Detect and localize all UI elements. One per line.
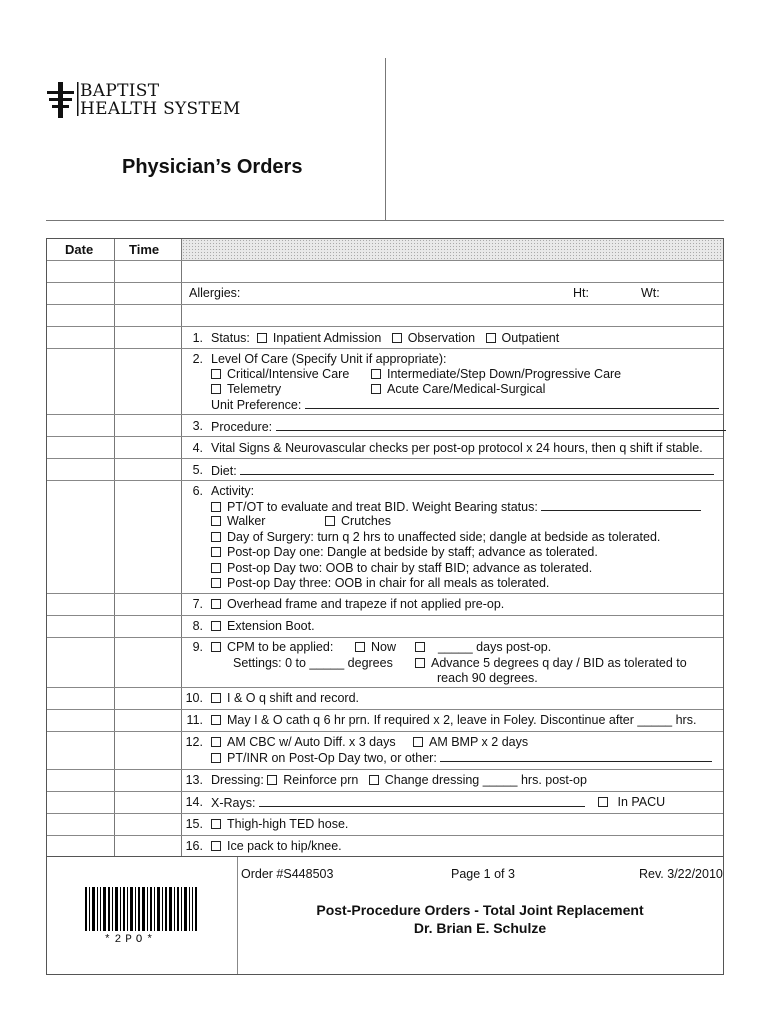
walker-label: Walker: [227, 514, 266, 528]
unit-preference-row: [211, 397, 719, 413]
cpm-advance-checkbox[interactable]: [415, 658, 425, 668]
orders-table: [46, 238, 724, 857]
status-label: Status:: [211, 331, 250, 345]
procedure-row: [211, 419, 726, 435]
order-number: 12.: [185, 735, 203, 749]
order-number: 15.: [185, 817, 203, 831]
telemetry-label: Telemetry: [227, 382, 282, 396]
outpatient-label: Outpatient: [501, 331, 560, 345]
acute-care-checkbox[interactable]: [371, 384, 381, 394]
xrays-label: X-Rays:: [211, 796, 256, 810]
activity-label: Activity:: [211, 484, 255, 498]
io-cath-option: [211, 713, 696, 728]
cpm-advance-option: [415, 656, 687, 671]
acute-care-option: [371, 382, 545, 397]
logo-line1: BAPTIST: [80, 81, 160, 101]
cpm-now-option: [355, 640, 396, 655]
order-number: 8.: [192, 619, 203, 633]
day-of-surgery-label: Day of Surgery: turn q 2 hrs to unaffected side; dangle at bedside as tolerated.: [227, 530, 661, 544]
postop-day-one-option: [211, 545, 598, 560]
order-number: 16.: [185, 839, 203, 853]
diet-row: [211, 463, 714, 479]
table-row: [47, 283, 723, 305]
footer-divider: [237, 857, 238, 974]
pacu-label: In PACU: [617, 795, 666, 809]
intermediate-label: Intermediate/Step Down/Progressive Care: [387, 367, 622, 381]
postop-day-three-checkbox[interactable]: [211, 578, 221, 588]
order-number: 4.: [192, 441, 203, 455]
acute-care-label: Acute Care/Medical-Surgical: [387, 382, 546, 396]
order-number: 11.: [186, 713, 203, 727]
table-row: [47, 814, 723, 836]
observation-label: Observation: [407, 331, 476, 345]
crutches-checkbox[interactable]: [325, 516, 335, 526]
change-dressing-label: Change dressing _____ hrs. post-op: [384, 773, 587, 787]
unit-preference-label: Unit Preference:: [211, 398, 302, 412]
reinforce-checkbox[interactable]: [267, 775, 277, 785]
date-header: Date: [65, 242, 94, 257]
overhead-frame-checkbox[interactable]: [211, 599, 221, 609]
table-row: [47, 616, 723, 638]
cpm-days-checkbox[interactable]: [415, 642, 425, 652]
header-divider: [385, 58, 386, 220]
postop-day-one-label: Post-op Day one: Dangle at bedside by staff; advance as tolerated.: [227, 545, 598, 559]
order-number: 2.: [192, 352, 203, 366]
pacu-checkbox[interactable]: [598, 797, 608, 807]
height-label: Ht:: [573, 286, 589, 300]
vital-signs-label: Vital Signs & Neurovascular checks per post-op protocol x 24 hours, then q shift if stable.: [211, 441, 703, 455]
postop-day-two-checkbox[interactable]: [211, 563, 221, 573]
extension-boot-checkbox[interactable]: [211, 621, 221, 631]
cpm-advance-label-2: reach 90 degrees.: [437, 671, 538, 685]
diet-label: Diet:: [211, 464, 237, 478]
cpm-now-checkbox[interactable]: [355, 642, 365, 652]
inpatient-label: Inpatient Admission: [272, 331, 382, 345]
io-checkbox[interactable]: [211, 693, 221, 703]
document-title: Post-Procedure Orders - Total Joint Replacement: [316, 902, 644, 918]
postop-day-three-option: [211, 576, 549, 591]
cpm-option: [211, 640, 333, 655]
intermediate-option: [371, 367, 621, 382]
ptinr-label: PT/INR on Post-Op Day two, or other:: [227, 751, 437, 765]
header-rule: [46, 220, 724, 221]
crutches-label: Crutches: [341, 514, 392, 528]
inpatient-checkbox[interactable]: [257, 333, 267, 343]
ice-pack-option: [211, 839, 342, 854]
cpm-advance-label: Advance 5 degrees q day / BID as tolerated to: [431, 656, 687, 670]
ptinr-option: [211, 750, 712, 766]
dressing-label: Dressing:: [211, 773, 264, 787]
ice-pack-label: Ice pack to hip/knee.: [227, 839, 342, 853]
procedure-field[interactable]: [276, 419, 726, 431]
observation-checkbox[interactable]: [392, 333, 402, 343]
allergies-label: Allergies:: [189, 286, 241, 300]
page-title: Physician’s Orders: [122, 156, 303, 178]
critical-care-option: [211, 367, 349, 382]
level-of-care-label: Level Of Care (Specify Unit if appropriate):: [211, 352, 447, 366]
ted-hose-option: [211, 817, 348, 832]
order-number: 7.: [192, 597, 203, 611]
table-row: [47, 239, 723, 261]
cpm-now-label: Now: [371, 640, 397, 654]
table-row: [47, 305, 723, 327]
io-cath-label: May I & O cath q 6 hr prn. If required x 2, leave in Foley. Discontinue after _____ hrs.: [227, 713, 697, 727]
day-of-surgery-checkbox[interactable]: [211, 532, 221, 542]
weight-label: Wt:: [641, 286, 660, 300]
order-number: 13.: [185, 773, 203, 787]
cpm-checkbox[interactable]: [211, 642, 221, 652]
cbc-option: [211, 735, 396, 750]
cbc-checkbox[interactable]: [211, 737, 221, 747]
ice-pack-checkbox[interactable]: [211, 841, 221, 851]
reinforce-label: Reinforce prn: [283, 773, 359, 787]
crutches-option: [325, 514, 391, 529]
xrays-row: [211, 795, 585, 811]
ptot-option: [211, 499, 701, 515]
table-row: [47, 261, 723, 283]
barcode-icon: [85, 887, 197, 931]
procedure-label: Procedure:: [211, 420, 273, 434]
ptot-label: PT/OT to evaluate and treat BID. Weight Bearing status:: [227, 500, 538, 514]
io-cath-checkbox[interactable]: [211, 715, 221, 725]
telemetry-checkbox[interactable]: [211, 384, 221, 394]
extension-boot-option: [211, 619, 315, 634]
order-number: 10.: [185, 691, 203, 705]
io-option: [211, 691, 359, 706]
intermediate-checkbox[interactable]: [371, 369, 381, 379]
ted-hose-checkbox[interactable]: [211, 819, 221, 829]
ptinr-checkbox[interactable]: [211, 753, 221, 763]
dressing-row: [211, 773, 587, 788]
revision-text: Rev. 3/22/2010: [639, 867, 723, 881]
logo-line2: HEALTH SYSTEM: [80, 99, 241, 119]
bmp-checkbox[interactable]: [413, 737, 423, 747]
telemetry-option: [211, 382, 281, 397]
order-number: 14.: [185, 795, 203, 809]
extension-boot-label: Extension Boot.: [227, 619, 315, 633]
postop-day-three-label: Post-op Day three: OOB in chair for all meals as tolerated.: [227, 576, 550, 590]
postop-day-one-checkbox[interactable]: [211, 547, 221, 557]
critical-care-label: Critical/Intensive Care: [227, 367, 350, 381]
order-number: 1.: [192, 331, 203, 345]
bmp-option: [413, 735, 528, 750]
io-label: I & O q shift and record.: [227, 691, 360, 705]
status-row: [211, 331, 559, 346]
order-number: 5.: [192, 463, 203, 477]
postop-day-two-label: Post-op Day two: OOB to chair by staff BID; advance as tolerated.: [227, 561, 593, 575]
day-of-surgery-option: [211, 530, 660, 545]
barcode-label: *2PO*: [104, 934, 158, 946]
weight-bearing-field[interactable]: [541, 499, 701, 511]
postop-day-two-option: [211, 561, 592, 576]
overhead-frame-option: [211, 597, 504, 612]
physician-name: Dr. Brian E. Schulze: [413, 920, 547, 936]
overhead-frame-label: Overhead frame and trapeze if not applied pre-op.: [227, 597, 505, 611]
walker-checkbox[interactable]: [211, 516, 221, 526]
diet-field[interactable]: [240, 463, 714, 475]
cpm-days-option: [415, 640, 551, 655]
order-number: 6.: [192, 484, 203, 498]
unit-preference-field[interactable]: [305, 397, 719, 409]
table-row: [47, 688, 723, 710]
walker-option: [211, 514, 265, 529]
bmp-label: AM BMP x 2 days: [429, 735, 529, 749]
xrays-field[interactable]: [259, 795, 585, 807]
order-number-text: Order #S448503: [241, 867, 334, 881]
ptinr-field[interactable]: [440, 750, 712, 762]
time-header: Time: [129, 242, 160, 257]
cpm-settings-label: Settings: 0 to _____ degrees: [233, 656, 393, 670]
outpatient-checkbox[interactable]: [486, 333, 496, 343]
change-dressing-checkbox[interactable]: [369, 775, 379, 785]
order-number: 9.: [192, 640, 203, 654]
pacu-option: [598, 795, 665, 810]
cpm-label: CPM to be applied:: [227, 640, 334, 654]
critical-care-checkbox[interactable]: [211, 369, 221, 379]
ptot-checkbox[interactable]: [211, 502, 221, 512]
cpm-days-label: _____ days post-op.: [437, 640, 552, 654]
cbc-label: AM CBC w/ Auto Diff. x 3 days: [227, 735, 396, 749]
page-number-text: Page 1 of 3: [451, 867, 515, 881]
logo-text: [80, 82, 241, 118]
order-number: 3.: [192, 419, 203, 433]
ted-hose-label: Thigh-high TED hose.: [227, 817, 349, 831]
